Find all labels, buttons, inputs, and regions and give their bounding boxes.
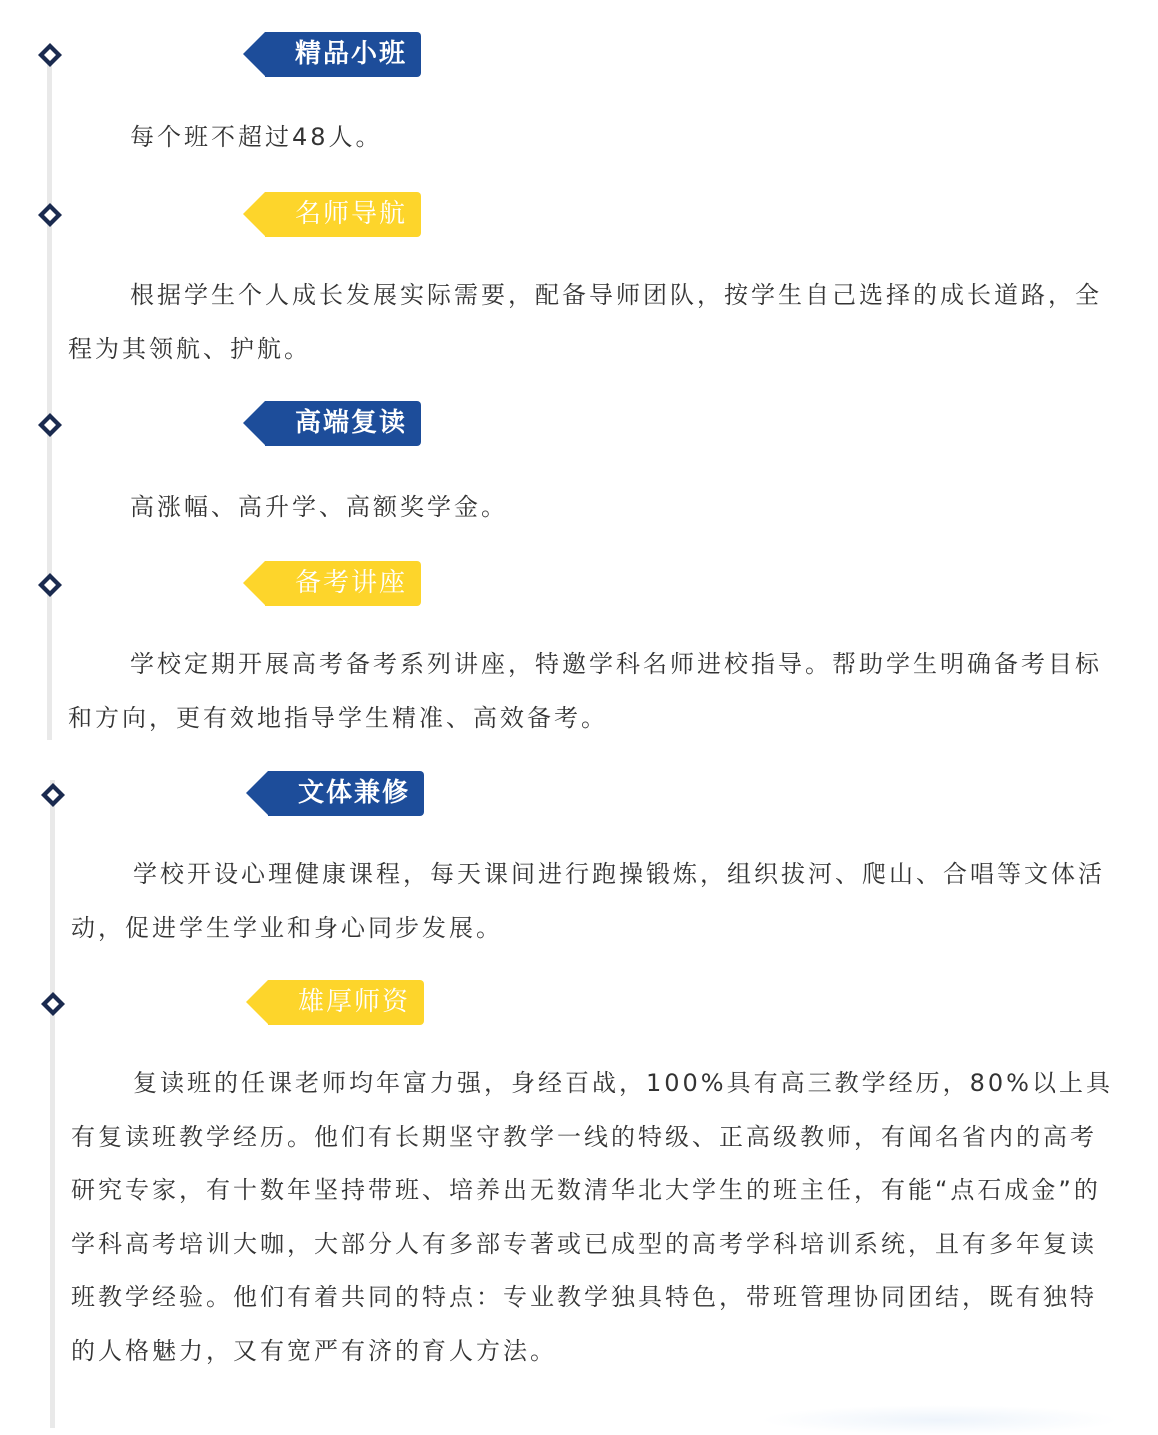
section-title-tag xyxy=(265,401,421,446)
section-title: 文体兼修 xyxy=(298,778,411,808)
section-title-tag xyxy=(265,561,421,606)
section-title: 雄厚师资 xyxy=(298,987,411,1017)
timeline-rail-upper xyxy=(47,50,52,740)
section-title-tag xyxy=(268,771,424,816)
diamond-bullet-icon xyxy=(37,412,63,438)
section-title-tag xyxy=(265,32,421,77)
section-title: 名师导航 xyxy=(295,199,408,229)
diamond-bullet-icon xyxy=(40,991,66,1017)
bottom-decoration xyxy=(760,1405,1120,1435)
section-body: 学校开设心理健康课程，每天课间进行跑操锻炼，组织拔河、爬山、合唱等文体活动，促进学生学业和身心同步发展。 xyxy=(71,860,1105,942)
diamond-bullet-icon xyxy=(37,572,63,598)
diamond-bullet-icon xyxy=(40,782,66,808)
section-title-tag xyxy=(265,192,421,237)
section-body: 高涨幅、高升学、高额奖学金。 xyxy=(130,493,508,521)
diamond-bullet-icon xyxy=(37,42,63,68)
timeline-rail-lower xyxy=(50,780,55,1428)
section-body: 复读班的任课老师均年富力强，身经百战，100%具有高三教学经历，80%以上具有复读班教学经历。他们有长期坚守教学一线的特级、正高级教师，有闻名省内的高考研究专家，有十数年坚持带班、培养出无数清华北大学生的班主任，有能“点石成金”的学科高考培训大咖，大部分人有多部专著或已成型的高考学科培训系统，且有多年复读班教学经验。他们有着共同的特点：专业教学独具特色，带班管理协同团结，既有独特的人格魅力，又有宽严有济的育人方法。 xyxy=(71,1069,1113,1365)
section-title: 备考讲座 xyxy=(295,568,408,598)
section-title: 高端复读 xyxy=(295,408,408,438)
section-body: 根据学生个人成长发展实际需要，配备导师团队，按学生自己选择的成长道路，全程为其领航、护航。 xyxy=(68,281,1102,363)
section-title: 精品小班 xyxy=(295,39,408,69)
diamond-bullet-icon xyxy=(37,202,63,228)
section-body: 每个班不超过48人。 xyxy=(130,123,383,151)
section-title-tag xyxy=(268,980,424,1025)
section-body: 学校定期开展高考备考系列讲座，特邀学科名师进校指导。帮助学生明确备考目标和方向，更有效地指导学生精准、高效备考。 xyxy=(68,650,1102,732)
